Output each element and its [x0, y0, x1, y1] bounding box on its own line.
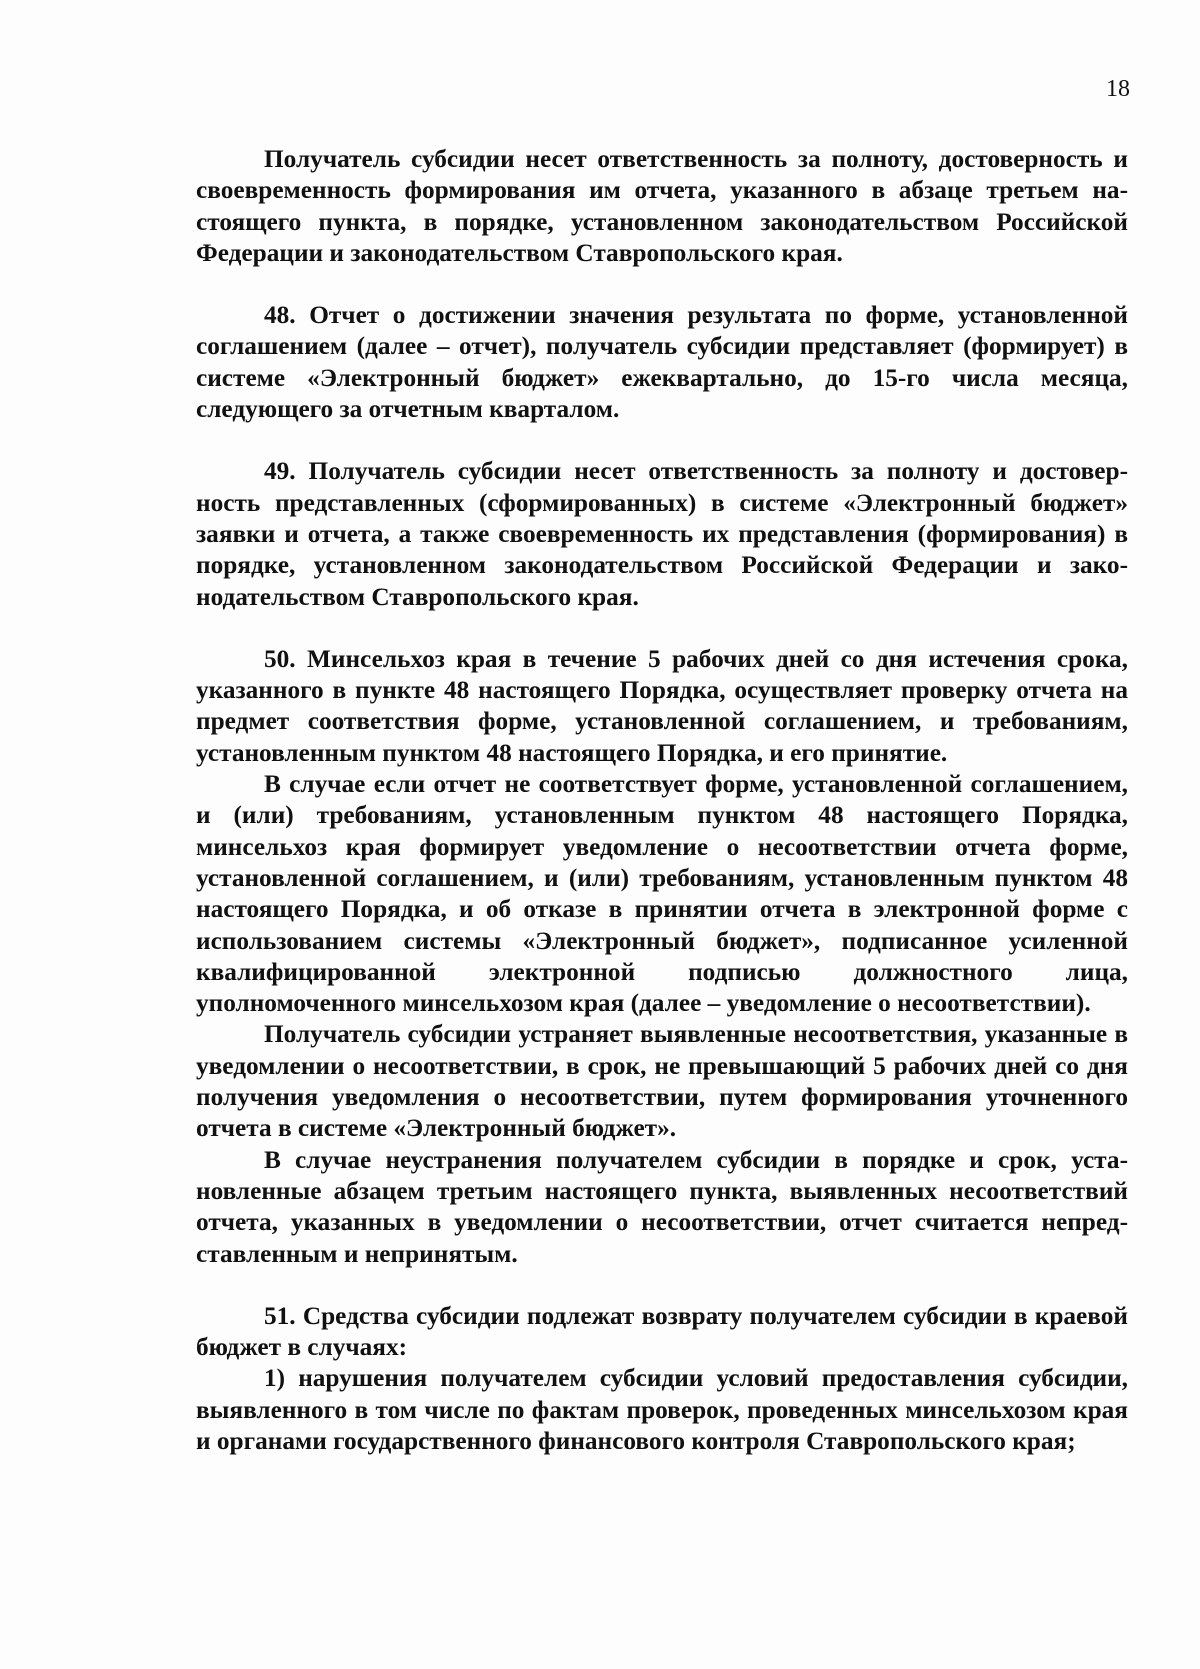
paragraph-p51: 51. Средства субсидии подлежат возврату получателем субсидии в краевой бюджет в случаях:	[196, 1301, 1128, 1362]
document-body	[196, 144, 1128, 1457]
paragraph-p50: 50. Минсельхоз края в течение 5 рабочих дней со дня истечения срока, указанного в пункте 48 настоящего Порядка, осуществляет проверку отчета на предмет соответствия форме, установленной соглашением, и требованиям, установленным пунктом 48 настоящего Порядка, и его принятие.	[196, 644, 1128, 767]
paragraph-p51-1: 1) нарушения получателем субсидии условий предоставления субсидии, выявленного в том числе по фактам проверок, проведенных минсельхозом края и органами государственного финансового контроля Ставропольского края;	[196, 1364, 1128, 1455]
page-number: 18	[1106, 76, 1130, 102]
paragraph-p50-3: Получатель субсидии устраняет выявленные несоответствия, указанные в уведомлении о несоответствии, в срок, не превышающий 5 рабочих дней со дня получения уведомления о несоответствии, путем формирования уточненного отчета в системе «Электронный бюджет».	[196, 1020, 1128, 1143]
paragraph-p50-2: В случае если отчет не соответствует форме, установленной соглашением, и (или) требованиям, установленным пунктом 48 настоящего Порядка, минсельхоз края формирует уведомление о несоответствии отчета форме, установленной соглашением, и (или) требованиям, установленным пунктом 48 настоящего Порядка, и об отказе в принятии отчета в электронной форме с использованием системы «Электронный бюджет», подписанное усиленной квалифицированной электронной подписью должностного лица, уполномоченного минсельхозом края (далее – уведомление о несоответствии).	[196, 770, 1128, 1018]
paragraph-p49: 49. Получатель субсидии несет ответственность за полноту и достоверность представленных (сформированных) в системе «Электронный бюджет» заявки и отчета, а также своевременность их представления (формирования) в порядке, установленном законодательством Российской Федерации и законодательством Ставропольского края.	[196, 457, 1128, 611]
paragraph-p50-4: В случае неустранения получателем субсидии в порядке и срок, установленные абзацем третьим настоящего пункта, выявленных несоответствий отчета, указанных в уведомлении о несоответствии, отчет считается непредставленным и непринятым.	[196, 1145, 1128, 1268]
paragraph-p47-tail: Получатель субсидии несет ответственность за полноту, достоверность и своевременность формирования им отчета, указанного в абзаце третьем настоящего пункта, в порядке, установленном законодательством Российской Федерации и законодательством Ставропольского края.	[196, 145, 1128, 267]
paragraph-p48: 48. Отчет о достижении значения результата по форме, установленной соглашением (далее – отчет), получатель субсидии представляет (формирует) в системе «Электронный бюджет» ежеквартально, до 15-го числа месяца, следующего за отчетным кварталом.	[196, 301, 1128, 424]
